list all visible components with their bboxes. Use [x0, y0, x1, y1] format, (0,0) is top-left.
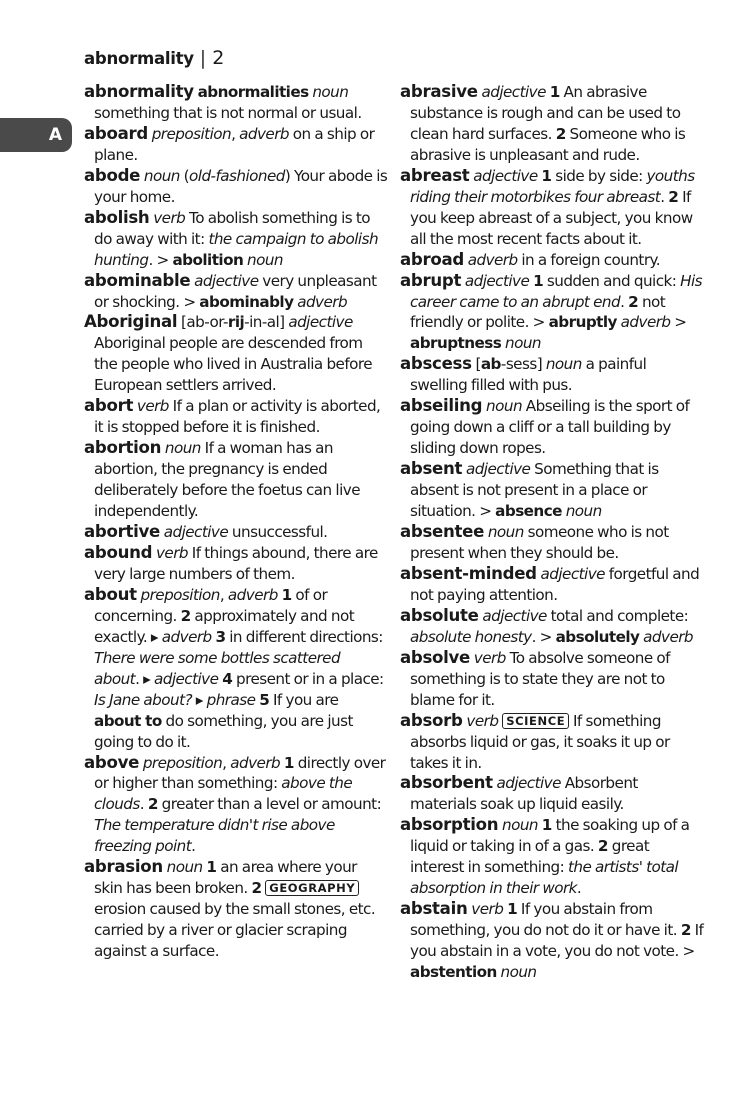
stressed-syllable: ab: [480, 355, 501, 374]
entry-abrasive: [400, 82, 704, 166]
example: above the clouds: [94, 774, 353, 814]
part-of-speech: noun: [143, 166, 180, 185]
part-of-speech: adjective: [154, 669, 219, 688]
derived-word: absolutely: [555, 627, 640, 646]
definition: side by side:: [551, 166, 647, 185]
entry-abroad: [400, 250, 704, 271]
sense-number: 1: [541, 166, 552, 185]
definition: an area where your skin has been broken.: [94, 858, 357, 898]
definition: Abseiling is the sport of going down a cliff or a tall building by sliding down ropes.: [410, 397, 690, 458]
entry-abstain: [400, 899, 704, 983]
definition: total and complete:: [546, 606, 689, 625]
part-of-speech: adverb: [467, 250, 518, 269]
inflection: abnormalities: [197, 83, 309, 101]
entry-aboard: [84, 124, 388, 166]
part-of-speech: adverb: [297, 292, 348, 311]
definition: of or concerning.: [94, 585, 328, 625]
part-of-speech: preposition: [140, 585, 220, 604]
definition: If a plan or activity is aborted, it is stopped before it is finished.: [94, 397, 381, 437]
running-header: [84, 44, 224, 73]
entry-absorption: [400, 815, 704, 899]
headword: abound: [84, 542, 153, 562]
definition: unsuccessful.: [228, 523, 328, 542]
definition: great interest in something:: [410, 837, 650, 877]
definition: If something absorbs liquid or gas, it soaks it up or takes it in.: [410, 711, 670, 772]
text: (: [179, 166, 190, 185]
part-of-speech: noun: [502, 816, 539, 835]
page-number: 2: [212, 47, 225, 69]
part-of-speech: verb: [136, 397, 169, 416]
entry-absent: [400, 459, 704, 522]
definition: approximately and not exactly. ▸: [94, 606, 355, 646]
part-of-speech: adjective: [194, 271, 259, 290]
sense-number: 1: [281, 585, 292, 604]
headword: abscess: [400, 354, 472, 374]
headword: abortive: [84, 522, 160, 542]
text: ▸: [191, 690, 207, 709]
sense-number: 1: [549, 83, 560, 101]
pronunciation: -in-al]: [244, 313, 289, 332]
headword: above: [84, 752, 140, 772]
definition: If you abstain in a vote, you do not vote. >: [410, 921, 704, 961]
left-column: [84, 82, 388, 962]
part-of-speech: noun: [500, 963, 537, 982]
headword: abrasive: [400, 82, 478, 101]
entry-abortion: [84, 438, 388, 522]
entry-absolve: [400, 648, 704, 711]
definition: someone who is not present when they should be.: [410, 523, 669, 562]
definition: Aboriginal people are descended from the people who lived in Australia before European settlers arrived.: [94, 334, 373, 395]
sense-number: 2: [668, 187, 679, 206]
text: .: [576, 879, 582, 898]
headword: abrupt: [400, 270, 462, 290]
part-of-speech: adjective: [465, 460, 531, 479]
entry-abreast: [400, 166, 704, 250]
entry-abortive: [84, 522, 388, 543]
part-of-speech: adjective: [288, 313, 353, 332]
entry-abolish: [84, 208, 388, 271]
definition: the soaking up of a liquid or taking in of a gas.: [410, 816, 690, 856]
part-of-speech: noun: [312, 83, 349, 101]
derived-word: abruptly: [548, 313, 617, 332]
part-of-speech: verb: [466, 711, 499, 730]
sense-number: 2: [180, 606, 191, 625]
definition: something that is not normal or usual.: [94, 103, 362, 122]
headword: abort: [84, 396, 134, 416]
definition: present or in a place:: [232, 669, 384, 688]
sense-number: 5: [259, 690, 270, 709]
entry-abound: [84, 543, 388, 585]
part-of-speech: adverb: [620, 313, 671, 332]
part-of-speech: noun: [545, 355, 582, 374]
entry-absolute: [400, 606, 704, 648]
headword: about: [84, 584, 137, 604]
part-of-speech: adverb: [230, 753, 281, 772]
definition: directly over or higher than something:: [94, 753, 386, 793]
headword: abstain: [400, 899, 468, 919]
part-of-speech: noun: [565, 502, 602, 521]
right-column: [400, 82, 704, 983]
entry-above: [84, 753, 388, 858]
derived-word: abruptness: [410, 334, 502, 353]
headword: absorption: [400, 815, 499, 835]
definition: Absorbent materials soak up liquid easily.: [410, 774, 638, 814]
entry-abort: [84, 396, 388, 438]
part-of-speech: adjective: [163, 523, 229, 542]
definition: Something that is absent is not present in a place or situation. >: [410, 460, 659, 521]
part-of-speech: adverb: [161, 627, 212, 646]
definition: very unpleasant or shocking. >: [94, 271, 377, 311]
entry-abrupt: [400, 271, 704, 355]
text: .: [191, 837, 196, 856]
entry-about: [84, 585, 388, 753]
part-of-speech: preposition: [142, 753, 223, 772]
pronunciation: [ab-or-: [177, 313, 228, 332]
headword: absentee: [400, 522, 485, 542]
headword: aboard: [84, 123, 148, 143]
text: ,: [219, 585, 228, 604]
part-of-speech: verb: [155, 543, 188, 562]
text: ,: [222, 753, 231, 772]
headword: abroad: [400, 249, 464, 269]
headword: abominable: [84, 270, 191, 290]
part-of-speech: preposition: [151, 124, 232, 143]
sense-number: 3: [215, 627, 226, 646]
example: the campaign to abolish hunting: [94, 229, 379, 269]
headword: abnormality: [84, 82, 194, 101]
definition: erosion caused by the small stones, etc. carried by a river or glacier scraping against a surface.: [94, 900, 376, 961]
headword: absent-minded: [400, 563, 537, 583]
entry-absent-minded: [400, 564, 704, 606]
sense-number: 2: [555, 124, 566, 143]
headword: abrasion: [84, 857, 163, 877]
definition: To absolve someone of something is to state they are not to blame for it.: [410, 648, 670, 709]
definition: ) Your abode is your home.: [94, 166, 388, 206]
part-of-speech: verb: [153, 208, 186, 227]
example: youths riding their motorbikes four abreast: [410, 166, 695, 206]
part-of-speech: verb: [473, 648, 506, 667]
definition: If you keep abreast of a subject, you know all the most recent facts about it.: [410, 187, 693, 248]
pronunciation: -sess]: [500, 355, 546, 374]
text: >: [670, 313, 687, 332]
headword: abseiling: [400, 396, 483, 416]
headword: absolve: [400, 647, 471, 667]
derived-word: absence: [495, 502, 562, 521]
usage-label: old-fashioned: [189, 166, 285, 185]
part-of-speech: adjective: [540, 564, 605, 583]
definition: An abrasive substance is rough and can be used to clean hard surfaces.: [410, 83, 681, 143]
entry-absorbent: [400, 773, 704, 815]
example: the artists' total absorption in their work: [410, 858, 679, 898]
entry-aboriginal: [84, 312, 388, 396]
pronunciation: [: [471, 355, 481, 374]
text: .: [660, 187, 669, 206]
stressed-syllable: rij: [227, 313, 245, 332]
headword: absorbent: [400, 773, 493, 793]
headword: abreast: [400, 165, 470, 185]
definition: greater than a level or amount:: [157, 795, 382, 814]
example: Is Jane about?: [94, 690, 192, 709]
part-of-speech: adjective: [481, 83, 546, 101]
phrase: about to: [94, 711, 162, 730]
definition: Someone who is abrasive is unpleasant and rude.: [410, 124, 686, 164]
part-of-speech: adverb: [643, 627, 694, 646]
text: .: [139, 795, 148, 814]
sense-number: 1: [507, 900, 518, 919]
subject-label: SCIENCE: [502, 713, 569, 729]
subject-label: GEOGRAPHY: [265, 880, 359, 896]
text: ,: [231, 124, 240, 143]
definition: in a foreign country.: [517, 250, 661, 269]
sense-number: 2: [628, 292, 639, 311]
sense-number: 1: [206, 858, 217, 877]
sense-number: 1: [283, 753, 294, 772]
headword: absolute: [400, 605, 479, 625]
entry-absentee: [400, 522, 704, 564]
text: . >: [148, 250, 173, 269]
definition: do something, you are just going to do it.: [94, 711, 353, 751]
part-of-speech: noun: [166, 858, 203, 877]
part-of-speech: adjective: [464, 271, 530, 290]
part-of-speech: adjective: [496, 774, 561, 793]
part-of-speech: noun: [505, 334, 542, 353]
example: The temperature didn't rise above freezing point: [94, 816, 335, 856]
headword: abortion: [84, 438, 162, 458]
entry-abode: [84, 166, 388, 208]
headword: abode: [84, 165, 141, 185]
definition: on a ship or plane.: [94, 124, 375, 164]
letter-tab-label: A: [48, 125, 62, 145]
definition: forgetful and not paying attention.: [410, 564, 700, 604]
definition: in different directions:: [225, 627, 383, 646]
text: .: [620, 292, 629, 311]
text: . >: [531, 627, 556, 646]
example: There were some bottles scattered about: [94, 648, 341, 688]
definition: To abolish something is to do away with it:: [94, 208, 371, 248]
sense-number: 2: [147, 795, 158, 814]
sense-number: 2: [251, 879, 262, 898]
headword: absorb: [400, 710, 463, 730]
part-of-speech: adjective: [482, 606, 547, 625]
part-of-speech: verb: [471, 900, 504, 919]
definition: If you are: [269, 690, 339, 709]
headword: abolish: [84, 207, 150, 227]
part-of-speech: adjective: [473, 166, 538, 185]
part-of-speech: adverb: [227, 585, 278, 604]
example: His career came to an abrupt end: [410, 271, 702, 311]
definition: If you abstain from something, you do not do it or have it.: [410, 900, 681, 940]
text: . ▸: [135, 669, 154, 688]
part-of-speech: noun: [247, 250, 283, 269]
derived-word: abolition: [172, 250, 244, 269]
header-separator: |: [199, 47, 207, 69]
part-of-speech: noun: [487, 523, 524, 542]
entry-abrasion: [84, 857, 388, 962]
entry-abominable: [84, 271, 388, 313]
sense-number: 4: [222, 669, 233, 688]
part-of-speech: noun: [486, 397, 523, 416]
headword: absent: [400, 459, 463, 479]
entry-abnormality: [84, 82, 388, 124]
derived-word: abominably: [199, 292, 294, 311]
sense-number: 2: [597, 837, 608, 856]
letter-tab: [0, 118, 72, 152]
part-of-speech: noun: [164, 439, 201, 458]
definition: not friendly or polite. >: [410, 292, 666, 332]
definition: If a woman has an abortion, the pregnancy is ended deliberately before the foetus can live independently.: [94, 439, 360, 521]
definition: sudden and quick:: [543, 271, 681, 290]
sense-number: 1: [541, 816, 552, 835]
part-of-speech: adverb: [239, 124, 289, 143]
entry-absorb: [400, 711, 704, 774]
derived-word: abstention: [410, 963, 497, 982]
part-of-speech: phrase: [206, 690, 256, 709]
sense-number: 2: [680, 921, 691, 940]
sense-number: 1: [533, 271, 544, 290]
definition: If things abound, there are very large numbers of them.: [94, 543, 378, 583]
entry-abseiling: [400, 396, 704, 459]
headword: Aboriginal: [84, 312, 178, 332]
definition: a painful swelling filled with pus.: [410, 355, 647, 395]
header-headword: abnormality: [84, 49, 194, 68]
example: absolute honesty: [410, 627, 532, 646]
entry-abscess: [400, 354, 704, 396]
